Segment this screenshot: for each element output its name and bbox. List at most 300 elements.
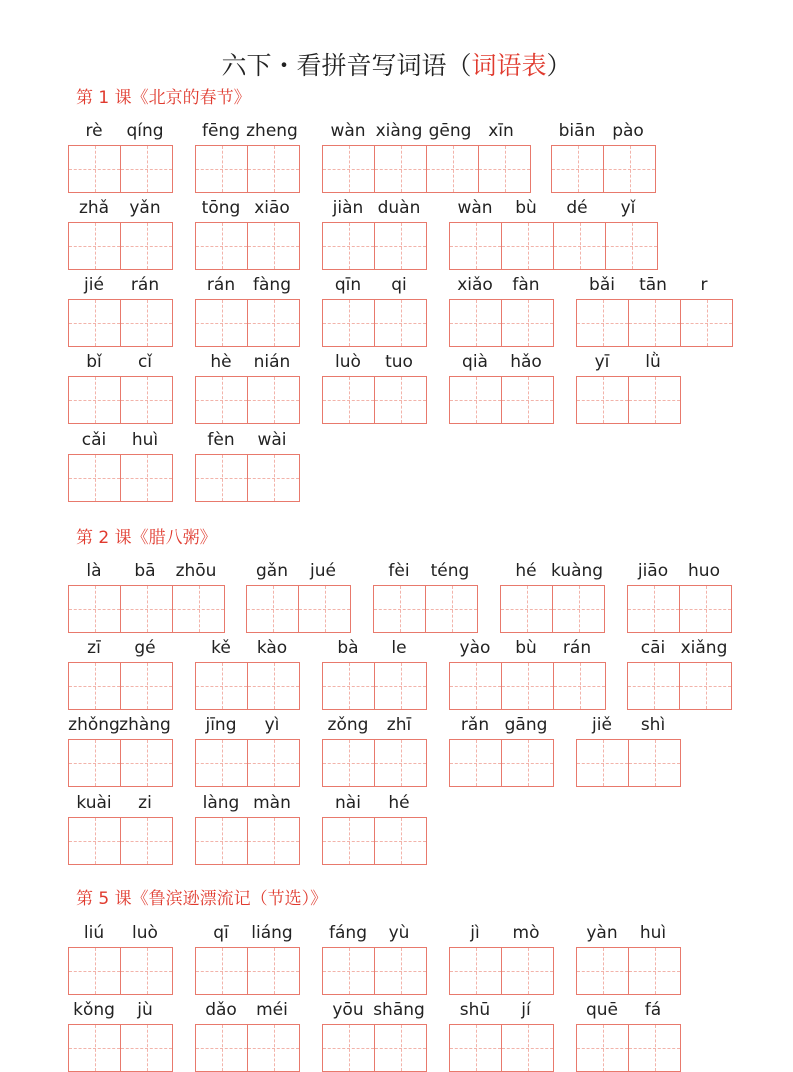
pinyin-syllable: hè [210,352,232,372]
writing-cell[interactable] [501,1025,553,1071]
pinyin-line [449,920,551,946]
pinyin-syllable: kě [211,638,231,658]
pinyin-line [322,712,424,738]
pinyin-syllable: màn [253,793,291,813]
pinyin-syllable: rè [85,121,103,141]
pinyin-syllable: shì [640,715,666,735]
pinyin-line [449,349,551,375]
writing-cell[interactable] [374,663,426,709]
writing-cell[interactable] [120,818,172,864]
pinyin-line [246,558,348,584]
title-highlight: 词语表 [471,51,547,80]
pinyin-syllable: jù [137,1000,153,1020]
pinyin-syllable: shāng [373,1000,425,1020]
pinyin-syllable: nài [335,793,361,813]
pinyin-syllable: téng [430,561,470,581]
writing-cell[interactable] [628,663,679,709]
writing-cell[interactable] [247,948,299,994]
pinyin-syllable: bǐ [86,352,102,372]
writing-grid [449,222,658,270]
writing-grid [500,585,605,633]
writing-cell[interactable] [323,1025,374,1071]
writing-cell[interactable] [196,948,247,994]
writing-cell[interactable] [196,300,247,346]
pinyin-syllable: wàn [330,121,366,141]
writing-cell[interactable] [247,1025,299,1071]
writing-cell[interactable] [69,948,120,994]
pinyin-syllable: shū [459,1000,491,1020]
writing-cell[interactable] [628,586,679,632]
pinyin-syllable: gǎn [256,561,288,581]
writing-cell[interactable] [120,455,172,501]
writing-grid [195,299,300,347]
writing-grid [576,739,681,787]
writing-grid [576,1024,681,1072]
lesson-heading: 第 2 课《腊八粥》 [76,528,217,548]
writing-cell[interactable] [374,377,426,423]
writing-cell[interactable] [196,740,247,786]
pinyin-syllable: qī [213,923,229,943]
writing-cell[interactable] [426,146,478,192]
writing-cell[interactable] [120,586,172,632]
writing-cell[interactable] [501,300,553,346]
writing-cell[interactable] [425,586,477,632]
writing-grid [449,299,554,347]
pinyin-syllable: cāi [640,638,666,658]
pinyin-line [68,997,170,1023]
pinyin-syllable: pào [612,121,644,141]
pinyin-syllable: fèi [388,561,410,581]
pinyin-syllable: méi [256,1000,288,1020]
writing-grid [68,299,173,347]
pinyin-syllable: fàng [253,275,291,295]
page-title [0,46,793,86]
title-main: 六下・看拼音写词语（ [221,51,472,80]
pinyin-syllable: r [700,275,708,295]
pinyin-line [195,920,297,946]
writing-cell[interactable] [628,377,680,423]
pinyin-line [68,118,170,144]
writing-grid [322,662,427,710]
pinyin-line [322,997,424,1023]
writing-cell[interactable] [196,146,247,192]
writing-cell[interactable] [374,300,426,346]
writing-cell[interactable] [501,586,552,632]
writing-cell[interactable] [577,948,628,994]
pinyin-syllable: lǜ [645,352,661,372]
pinyin-syllable: yào [459,638,491,658]
pinyin-syllable: luò [132,923,158,943]
pinyin-line [195,349,297,375]
writing-cell[interactable] [450,948,501,994]
pinyin-line [551,118,653,144]
writing-cell[interactable] [628,300,680,346]
pinyin-line [68,790,170,816]
writing-cell[interactable] [553,663,605,709]
writing-cell[interactable] [120,300,172,346]
pinyin-line [627,558,729,584]
writing-grid [195,222,300,270]
pinyin-line [195,118,297,144]
writing-grid [449,376,554,424]
pinyin-syllable: rǎn [460,715,490,735]
pinyin-syllable: jué [310,561,336,581]
writing-grid [68,947,173,995]
writing-cell[interactable] [69,586,120,632]
pinyin-line [68,427,170,453]
writing-cell[interactable] [374,586,425,632]
writing-grid [195,817,300,865]
pinyin-syllable: xiàng [375,121,423,141]
pinyin-syllable: yù [388,923,410,943]
writing-cell[interactable] [172,586,224,632]
pinyin-syllable: fàn [512,275,540,295]
pinyin-syllable: qīn [334,275,362,295]
pinyin-syllable: xīn [488,121,514,141]
pinyin-syllable: hǎo [510,352,542,372]
pinyin-line [68,558,221,584]
writing-cell[interactable] [679,663,731,709]
writing-grid [195,947,300,995]
pinyin-line [195,272,297,298]
pinyin-syllable: xiǎo [457,275,493,295]
pinyin-syllable: yì [264,715,280,735]
pinyin-line [373,558,475,584]
writing-grid [195,662,300,710]
writing-grid [322,947,427,995]
pinyin-syllable: kuài [76,793,112,813]
pinyin-syllable: dǎo [205,1000,237,1020]
writing-grid [68,585,225,633]
writing-grid [322,1024,427,1072]
pinyin-syllable: gé [134,638,156,658]
writing-grid [195,376,300,424]
pinyin-line [68,195,170,221]
pinyin-line [449,272,551,298]
pinyin-syllable: kǒng [73,1000,115,1020]
pinyin-syllable: rán [206,275,236,295]
writing-cell[interactable] [196,223,247,269]
pinyin-syllable: rán [130,275,160,295]
writing-cell[interactable] [323,300,374,346]
pinyin-line [449,635,602,661]
pinyin-syllable: liú [83,923,105,943]
writing-cell[interactable] [298,586,350,632]
pinyin-syllable: hé [515,561,537,581]
writing-cell[interactable] [605,223,657,269]
pinyin-line [195,635,297,661]
writing-cell[interactable] [577,1025,628,1071]
writing-cell[interactable] [374,740,426,786]
pinyin-syllable: qi [391,275,407,295]
pinyin-line [627,635,729,661]
writing-cell[interactable] [577,300,628,346]
writing-grid [551,145,656,193]
pinyin-line [68,920,170,946]
pinyin-syllable: fá [644,1000,662,1020]
writing-cell[interactable] [501,740,553,786]
writing-cell[interactable] [247,818,299,864]
pinyin-syllable: huì [639,923,667,943]
pinyin-syllable: zǒng [327,715,369,735]
writing-cell[interactable] [323,146,374,192]
writing-cell[interactable] [247,586,298,632]
writing-grid [195,1024,300,1072]
pinyin-line [322,349,424,375]
writing-cell[interactable] [478,146,530,192]
pinyin-syllable: nián [253,352,291,372]
writing-cell[interactable] [323,818,374,864]
pinyin-line [576,997,678,1023]
writing-cell[interactable] [120,146,172,192]
pinyin-syllable: gēng [428,121,472,141]
writing-cell[interactable] [120,1025,172,1071]
writing-cell[interactable] [323,223,374,269]
pinyin-syllable: liáng [251,923,293,943]
pinyin-syllable: luò [335,352,361,372]
writing-cell[interactable] [120,663,172,709]
writing-cell[interactable] [501,948,553,994]
writing-cell[interactable] [69,740,120,786]
writing-cell[interactable] [628,740,680,786]
writing-cell[interactable] [247,300,299,346]
writing-cell[interactable] [247,146,299,192]
writing-grid [322,222,427,270]
pinyin-line [68,272,170,298]
writing-cell[interactable] [450,740,501,786]
writing-cell[interactable] [323,377,374,423]
pinyin-syllable: kuàng [551,561,604,581]
pinyin-syllable: jiāo [637,561,669,581]
writing-grid [449,947,554,995]
writing-cell[interactable] [247,740,299,786]
writing-cell[interactable] [577,377,628,423]
pinyin-line [500,558,602,584]
pinyin-line [449,997,551,1023]
pinyin-syllable: fáng [329,923,367,943]
pinyin-syllable: dé [566,198,588,218]
pinyin-line [195,790,297,816]
pinyin-syllable: fèn [207,430,235,450]
pinyin-syllable: zhōu [175,561,217,581]
writing-cell[interactable] [501,377,553,423]
pinyin-line [322,790,424,816]
writing-cell[interactable] [679,586,731,632]
pinyin-syllable: zhǎ [78,198,110,218]
writing-cell[interactable] [577,740,628,786]
pinyin-syllable: xiǎng [680,638,728,658]
writing-cell[interactable] [501,663,553,709]
pinyin-syllable: qíng [126,121,164,141]
writing-grid [449,662,606,710]
pinyin-line [68,635,170,661]
writing-cell[interactable] [196,377,247,423]
writing-cell[interactable] [450,377,501,423]
writing-cell[interactable] [69,1025,120,1071]
pinyin-syllable: xiāo [254,198,290,218]
writing-cell[interactable] [501,223,553,269]
writing-grid [246,585,351,633]
writing-grid [322,739,427,787]
pinyin-syllable: wàn [457,198,493,218]
writing-grid [68,1024,173,1072]
writing-cell[interactable] [120,223,172,269]
writing-grid [449,1024,554,1072]
pinyin-syllable: jié [84,275,104,295]
writing-cell[interactable] [323,663,374,709]
pinyin-line [195,427,297,453]
pinyin-syllable: bà [337,638,359,658]
writing-cell[interactable] [374,223,426,269]
pinyin-syllable: làng [202,793,240,813]
writing-cell[interactable] [120,377,172,423]
pinyin-syllable: bā [134,561,156,581]
writing-grid [68,662,173,710]
pinyin-syllable: biān [558,121,596,141]
pinyin-syllable: yàn [586,923,618,943]
pinyin-syllable: jí [521,1000,531,1020]
pinyin-syllable: bù [515,198,537,218]
pinyin-line [449,712,551,738]
writing-grid [322,299,427,347]
writing-cell[interactable] [120,948,172,994]
pinyin-line [322,272,424,298]
pinyin-syllable: là [86,561,102,581]
writing-grid [195,454,300,502]
pinyin-syllable: cǎi [81,430,107,450]
pinyin-line [195,997,297,1023]
writing-cell[interactable] [450,1025,501,1071]
writing-cell[interactable] [69,455,120,501]
pinyin-syllable: tān [639,275,667,295]
writing-grid [373,585,478,633]
writing-cell[interactable] [69,818,120,864]
writing-cell[interactable] [247,663,299,709]
pinyin-syllable: jiàn [332,198,364,218]
writing-cell[interactable] [69,377,120,423]
pinyin-syllable: tuo [385,352,413,372]
writing-cell[interactable] [374,146,426,192]
writing-grid [627,585,732,633]
writing-grid [68,376,173,424]
writing-cell[interactable] [603,146,655,192]
writing-cell[interactable] [450,300,501,346]
lesson-heading: 第 1 课《北京的春节》 [76,88,251,108]
writing-grid [627,662,732,710]
writing-grid [576,947,681,995]
pinyin-syllable: zhàng [119,715,171,735]
writing-cell[interactable] [247,455,299,501]
writing-cell[interactable] [552,586,604,632]
pinyin-syllable: fēng [201,121,240,141]
pinyin-line [576,272,729,298]
pinyin-syllable: yī [594,352,610,372]
writing-cell[interactable] [374,948,426,994]
lesson-heading: 第 5 课《鲁滨逊漂流记（节选）》 [76,889,328,909]
pinyin-syllable: kào [256,638,288,658]
writing-grid [68,739,173,787]
pinyin-line [322,635,424,661]
pinyin-line [195,712,297,738]
pinyin-line [576,712,678,738]
writing-cell[interactable] [680,300,732,346]
writing-cell[interactable] [69,663,120,709]
writing-grid [68,145,173,193]
pinyin-syllable: jīng [205,715,237,735]
writing-cell[interactable] [196,1025,247,1071]
pinyin-line [576,349,678,375]
writing-cell[interactable] [628,948,680,994]
pinyin-syllable: le [391,638,407,658]
writing-cell[interactable] [196,818,247,864]
pinyin-syllable: zī [87,638,101,658]
pinyin-line [322,195,424,221]
pinyin-line [322,920,424,946]
pinyin-syllable: yǐ [620,198,636,218]
pinyin-syllable: cǐ [137,352,153,372]
writing-cell[interactable] [450,663,501,709]
pinyin-syllable: duàn [377,198,421,218]
writing-grid [322,817,427,865]
writing-cell[interactable] [196,663,247,709]
pinyin-syllable: yǎn [129,198,161,218]
writing-cell[interactable] [374,818,426,864]
writing-cell[interactable] [69,300,120,346]
title-close: ） [546,51,572,80]
writing-grid [68,454,173,502]
writing-grid [449,739,554,787]
writing-grid [195,145,300,193]
pinyin-syllable: rán [562,638,592,658]
writing-grid [322,145,531,193]
pinyin-syllable: bǎi [589,275,615,295]
writing-cell[interactable] [323,948,374,994]
writing-cell[interactable] [552,146,603,192]
writing-cell[interactable] [196,455,247,501]
pinyin-line [322,118,526,144]
writing-grid [68,222,173,270]
pinyin-line [68,349,170,375]
pinyin-syllable: hé [388,793,410,813]
pinyin-syllable: gāng [504,715,548,735]
writing-cell[interactable] [120,740,172,786]
pinyin-syllable: bù [515,638,537,658]
writing-cell[interactable] [247,223,299,269]
pinyin-syllable: zhǒng [68,715,120,735]
pinyin-syllable: zheng [246,121,298,141]
writing-grid [322,376,427,424]
writing-grid [576,376,681,424]
writing-grid [195,739,300,787]
writing-cell[interactable] [69,146,120,192]
writing-cell[interactable] [374,1025,426,1071]
writing-grid [68,817,173,865]
pinyin-line [449,195,653,221]
writing-cell[interactable] [323,740,374,786]
writing-cell[interactable] [247,377,299,423]
pinyin-syllable: yōu [332,1000,364,1020]
writing-cell[interactable] [628,1025,680,1071]
pinyin-line [68,712,170,738]
pinyin-syllable: mò [512,923,540,943]
writing-cell[interactable] [69,223,120,269]
pinyin-syllable: tōng [201,198,241,218]
writing-cell[interactable] [553,223,605,269]
pinyin-syllable: qià [462,352,488,372]
writing-cell[interactable] [450,223,501,269]
pinyin-syllable: jiě [592,715,612,735]
pinyin-syllable: zhī [386,715,412,735]
